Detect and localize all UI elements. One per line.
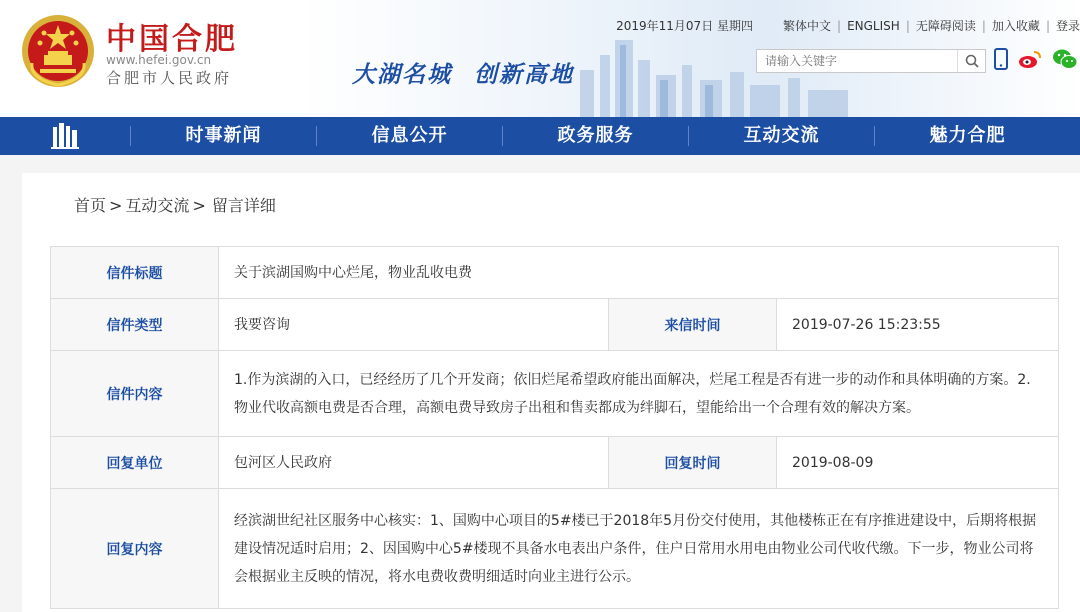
letter-content-value: 1.作为滨湖的入口，已经经历了几个开发商；依旧烂尾希望政府能出面解决，烂尾工程是否有进一步的动作和具体明确的方案。2.物业代收高额电费是否合理，高额电费导致房子出租和售卖都成为绊脚石，望能给出一个合理有效的解决方案。 (219, 351, 1059, 437)
letter-content-label: 信件内容 (51, 351, 219, 437)
breadcrumb-current: 留言详细 (211, 196, 276, 215)
letter-type-label: 信件类型 (51, 299, 219, 351)
main-nav (0, 117, 1080, 155)
letter-title-value: 关于滨湖国购中心烂尾，物业乱收电费 (219, 247, 1059, 299)
reply-content-value: 经滨湖世纪社区服务中心核实：1、国购中心项目的5#楼已于2018年5月份交付使用，其他楼栋正在有序推进建设中，后期将根据建设情况适时启用；2、因国购中心5#楼现不具备水电表出户条件，住户日常用水用电由物业公司代收代缴。下一步，物业公司将会根据业主反映的情况，将水电费收费明细适时向业主进行公示。 (219, 489, 1059, 609)
main-content (22, 173, 1080, 612)
site-url: www.hefei.gov.cn (106, 53, 212, 67)
letter-type-value: 我要咨询 (219, 299, 609, 351)
reply-unit-label: 回复单位 (51, 437, 219, 489)
bookmark-link[interactable]: 加入收藏 (991, 19, 1040, 33)
nav-item-charm-hefei[interactable]: 魅力合肥 (929, 125, 1006, 146)
table-row (51, 299, 1059, 351)
received-time-label: 来信时间 (609, 299, 777, 351)
mobile-phone-icon[interactable] (994, 48, 1008, 70)
top-utility-bar: 2019年11月07日 星期四 繁体中文 | ENGLISH | 无障碍阅读 | 加入收藏 | 登录 (616, 18, 1080, 33)
home-building-icon (51, 123, 79, 149)
slogan-part-1: 大湖名城 (352, 61, 452, 88)
breadcrumb: 首页 > 互动交流 > 留言详细 (74, 196, 276, 215)
letter-detail-table (50, 246, 1059, 609)
breadcrumb-section[interactable]: 互动交流 (125, 196, 190, 215)
table-row (51, 437, 1059, 489)
current-date: 2019年11月07日 星期四 (616, 19, 754, 33)
city-skyline-image (560, 30, 880, 117)
slogan (352, 56, 574, 89)
search-input[interactable] (757, 50, 957, 72)
table-row (51, 247, 1059, 299)
search-button[interactable] (957, 50, 985, 72)
national-emblem-logo (20, 13, 96, 89)
nav-item-info-disclosure[interactable]: 信息公开 (371, 125, 448, 146)
letter-title-label: 信件标题 (51, 247, 219, 299)
table-row (51, 489, 1059, 609)
reply-content-label: 回复内容 (51, 489, 219, 609)
reply-time-value: 2019-08-09 (777, 437, 1059, 489)
weibo-icon[interactable] (1018, 49, 1042, 69)
social-links (994, 48, 1078, 70)
reply-unit-value: 包河区人民政府 (219, 437, 609, 489)
login-link[interactable]: 登录 (1055, 19, 1080, 33)
slogan-part-2: 创新高地 (474, 61, 574, 88)
english-link[interactable]: ENGLISH (847, 18, 900, 33)
search-icon (965, 54, 979, 68)
search-box (756, 49, 986, 73)
wechat-icon[interactable] (1052, 48, 1078, 70)
site-title: 中国合肥 (106, 22, 238, 57)
traditional-chinese-link[interactable]: 繁体中文 (783, 19, 832, 33)
nav-home[interactable] (0, 117, 130, 155)
received-time-value: 2019-07-26 15:23:55 (777, 299, 1059, 351)
reply-time-label: 回复时间 (609, 437, 777, 489)
nav-item-gov-services[interactable]: 政务服务 (557, 125, 634, 146)
nav-item-interaction[interactable]: 互动交流 (743, 125, 820, 146)
site-subtitle: 合肥市人民政府 (106, 69, 233, 87)
nav-item-news[interactable]: 时事新闻 (185, 125, 262, 146)
table-row (51, 351, 1059, 437)
breadcrumb-home[interactable]: 首页 (74, 196, 107, 215)
site-header (0, 0, 1080, 117)
accessibility-link[interactable]: 无障碍阅读 (915, 19, 976, 33)
